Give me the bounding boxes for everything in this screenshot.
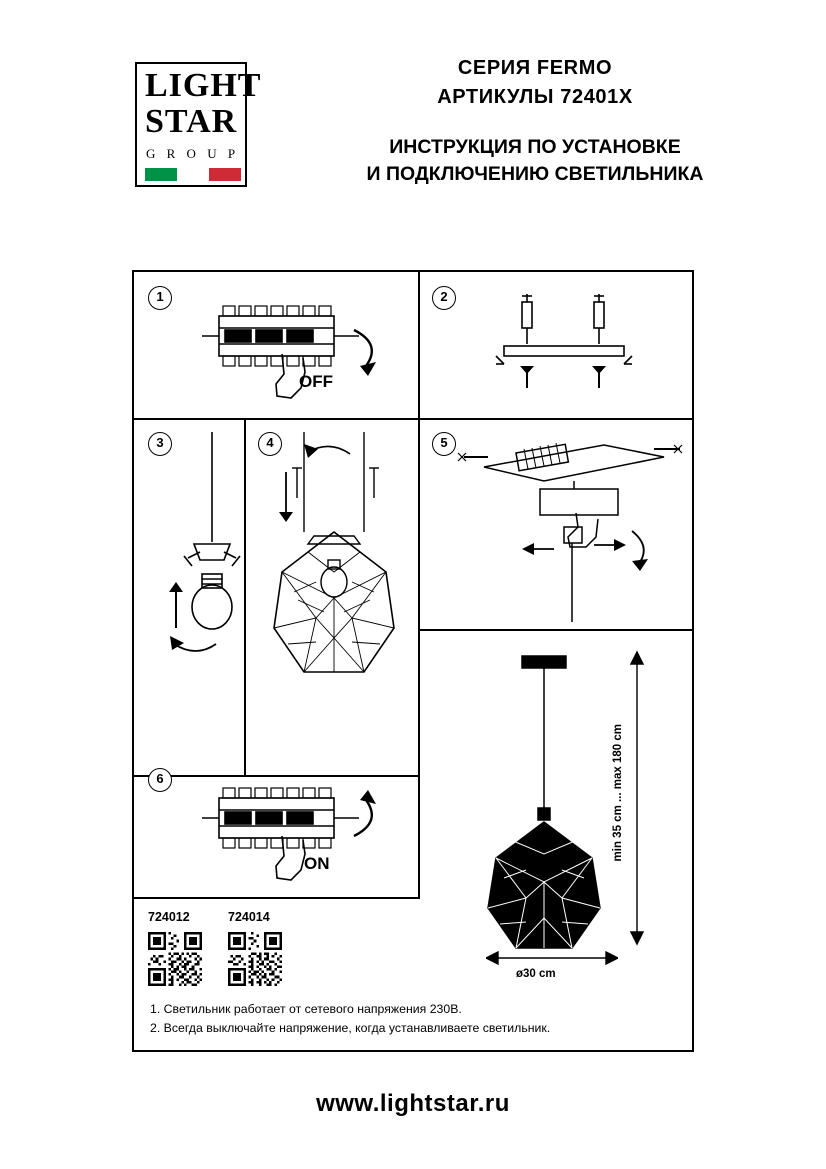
notes-block (150, 1000, 550, 1038)
code-label-724012: 724012 (148, 910, 190, 924)
divider-horizontal-3 (134, 897, 420, 899)
divider-horizontal-right (418, 629, 692, 631)
instruction-title-line1: ИНСТРУКЦИЯ ПО УСТАНОВКЕ (389, 136, 681, 158)
divider-horizontal-1 (134, 418, 692, 420)
height-dimension-label: min 35 cm ... max 180 cm (612, 724, 624, 862)
note-line-1: 1. Светильник работает от сетевого напряжения 230В. (150, 1002, 462, 1016)
footer-website[interactable]: www.lightstar.ru (316, 1090, 510, 1117)
step-number-4: 4 (258, 432, 282, 456)
height-dimension-line (622, 648, 652, 948)
instruction-title-line2: И ПОДКЛЮЧЕНИЮ СВЕТИЛЬНИКА (366, 163, 704, 185)
step3-illustration (154, 432, 264, 662)
logo-text-group: G R O U P (146, 146, 240, 161)
qr-code-724014 (228, 932, 282, 986)
step-number-6: 6 (148, 768, 172, 792)
step6-label-on: ON (304, 854, 330, 873)
qr-code-724012 (148, 932, 202, 986)
brand-logo (135, 62, 262, 187)
step-number-2: 2 (432, 286, 456, 310)
divider-vertical-bottom (418, 775, 420, 897)
step-number-5: 5 (432, 432, 456, 456)
italian-flag-icon (145, 168, 241, 181)
header-text-block (255, 55, 815, 188)
article-title: АРТИКУЛЫ 72401X (437, 86, 633, 108)
diameter-dimension-line (486, 950, 618, 966)
step-number-3: 3 (148, 432, 172, 456)
series-title: СЕРИЯ FERMO (457, 57, 613, 79)
logo-text-star: STAR (145, 103, 238, 140)
code-label-724014: 724014 (228, 910, 270, 924)
divider-vertical-top (418, 272, 420, 418)
page-header (0, 0, 826, 230)
step2-illustration (474, 288, 674, 408)
step1-label-off: OFF (299, 372, 333, 391)
step-number-1: 1 (148, 286, 172, 310)
diameter-dimension-label: ø30 cm (516, 968, 556, 980)
logo-text-light: LIGHT (145, 67, 262, 104)
note-line-2: 2. Всегда выключайте напряжение, когда устанавливаете светильник. (150, 1021, 551, 1035)
step4-illustration (264, 432, 419, 772)
instruction-diagram-frame (132, 270, 694, 1052)
step5-illustration (454, 427, 694, 627)
